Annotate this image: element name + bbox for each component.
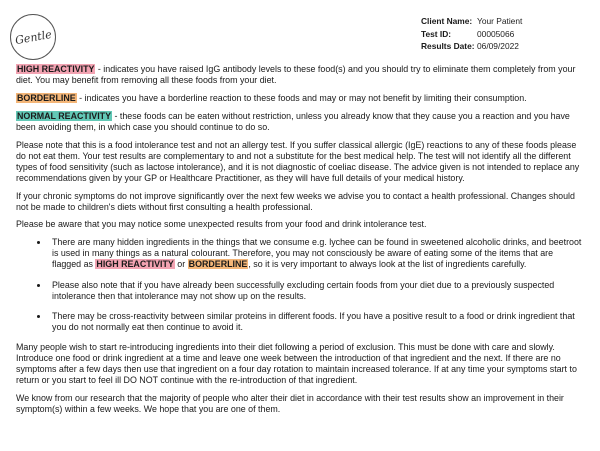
- hidden-text-pre: There are many hidden ingredients in the things that we consume e.g. lychee can be found in sweetened alcoholic drinks, and beetroot is used in many things as a natural colourant. Therefore, you may not consciously be aware of eating some of the items that are flagged as: [52, 237, 582, 270]
- research-paragraph: We know from our research that the majority of people who alter their diet in accordance with their test results show an improvement in their symptom(s) within a few weeks. We hope that you are one of them.: [16, 392, 564, 415]
- list-item: • Please also note that if you have already been successfully excluding certain foods from your diet due to a previously suspected intolerance then that intolerance may not show up on the results.: [49, 280, 584, 302]
- client-name-label: Client Name:: [421, 16, 473, 26]
- unexpected-paragraph: Please be aware that you may notice some unexpected results from your food and drink intolerance test.: [16, 219, 427, 230]
- test-id-row: [421, 28, 522, 41]
- advice-list: [16, 237, 584, 333]
- borderline-badge: BORDERLINE: [17, 92, 76, 103]
- list-item: [49, 237, 584, 270]
- document-body: [16, 64, 584, 422]
- reintroduce-paragraph: Many people wish to start re-introducing ingredients into their diet following a period of exclusion. This must be done with care and slowly. Introduce one food or drink ingredient at a time and leave one week between the introduction of that ingredient and the next. If there are no symptoms after a few days then use that ingredient on a four day rotation to maintain increased tolerance. If at any time your symptoms start to return or you start to feel ill DO NOT continue with the re-introduction of that ingredient.: [16, 341, 577, 386]
- legend-borderline: [16, 93, 584, 104]
- disclaimer-paragraph: Please note that this is a food intolerance test and not an allergy test. If you suffer classical allergic (IgE) reactions to any of these foods please do not eat them. Your test results are complementary to and not a substitute for the best medical help. The test will not identify all the different types of food sensitivity (such as lactose intolerance), and it is not diagnostic of coeliac disease. The advice given is not intended to replace any recommendations given by your GP or Healthcare Practitioner, as they will have full details of your medical history.: [16, 139, 580, 183]
- list-item: • There may be cross-reactivity between similar proteins in different foods. If you have a positive result to a food or drink ingredient that you do not normally eat then continue to avoid it.: [49, 311, 584, 333]
- hidden-text-post: , so it is very important to always look at the list of ingredients carefully.: [248, 259, 527, 270]
- symptoms-paragraph: If your chronic symptoms do not improve significantly over the next few weeks we advise you to contact a health professional. Changes should not be made to children's diets without first consulting a health professional.: [16, 190, 575, 212]
- client-info: [421, 15, 522, 53]
- high-reactivity-badge: HIGH REACTIVITY: [17, 64, 95, 74]
- legend-normal: [16, 111, 584, 133]
- legend-normal-text: - these foods can be eaten without restriction, unless you already know that they cause you a reaction and you have been avoiding them, in which case you should continue to do so.: [16, 110, 570, 132]
- high-reactivity-badge: HIGH REACTIVITY: [96, 259, 174, 270]
- legend-high: [16, 64, 584, 86]
- normal-reactivity-badge: NORMAL REACTIVITY: [17, 110, 112, 121]
- results-date-label: Results Date:: [421, 41, 475, 51]
- borderline-badge: BORDERLINE: [188, 259, 248, 270]
- test-id-value: 00005066: [477, 28, 515, 39]
- company-logo: [10, 14, 56, 60]
- legend-borderline-text: - indicates you have a borderline reaction to these foods and may or may not benefit by limiting their consumption.: [76, 92, 527, 103]
- results-date-value: 06/09/2022: [477, 41, 519, 51]
- hidden-text-or: or: [174, 259, 188, 270]
- legend-high-text: - indicates you have raised IgG antibody levels to these food(s) and you should try to eliminate them completely from your diet. You may benefit from removing all these foods from your diet.: [16, 64, 576, 86]
- test-id-label: Test ID:: [421, 28, 452, 39]
- client-name-value: Your Patient: [477, 16, 523, 26]
- results-date-row: [421, 40, 522, 53]
- logo-text: Gentle: [13, 27, 53, 47]
- client-name-row: [421, 15, 522, 28]
